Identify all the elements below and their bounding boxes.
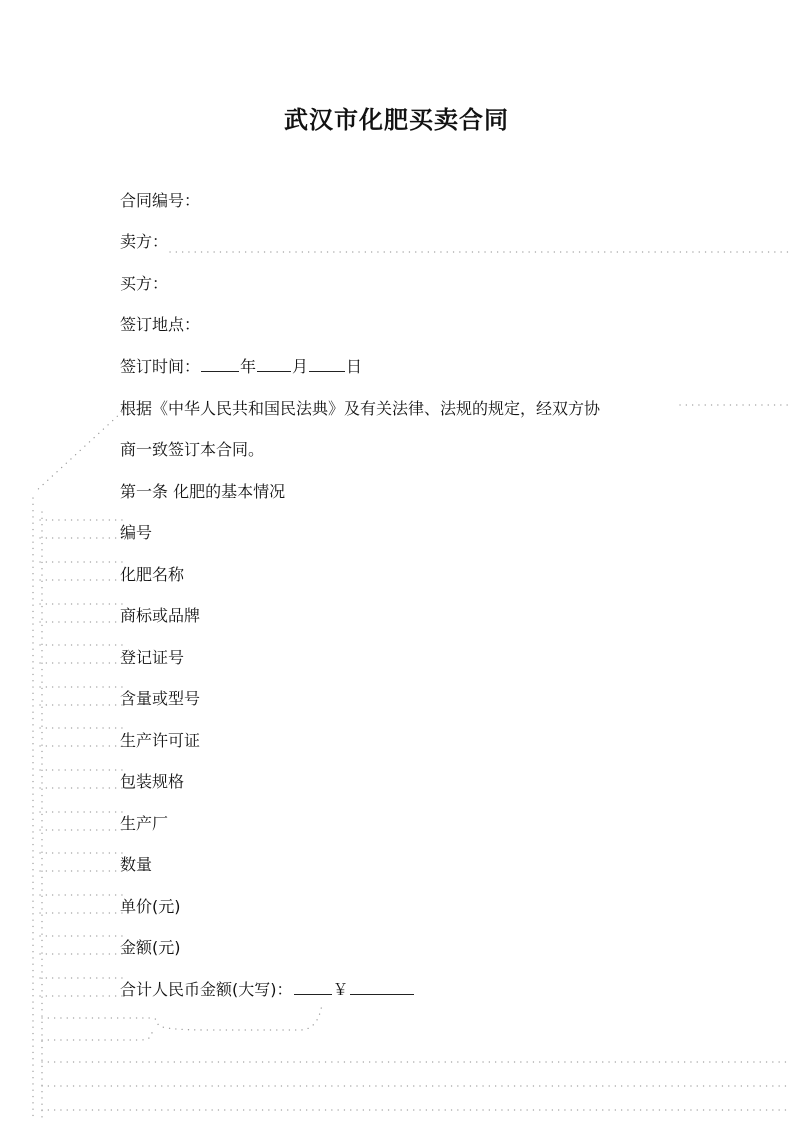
seller-field <box>120 231 168 253</box>
guide-total-curve <box>42 1004 322 1030</box>
contract-number-label: 合同编号： <box>120 191 201 210</box>
list-item: 数量 <box>120 855 153 874</box>
total-amount-label: 合计人民币金额(大写)： <box>120 980 293 999</box>
buyer-label: 买方： <box>120 274 169 293</box>
total-uppercase-blank[interactable] <box>294 979 332 995</box>
guide-diagonal <box>35 412 122 492</box>
list-item: 金额(元) <box>120 938 181 957</box>
buyer-field <box>120 273 168 295</box>
seller-label: 卖方： <box>120 232 169 251</box>
year-label: 年 <box>240 357 257 376</box>
document-title: 武汉市化肥买卖合同 <box>284 106 509 134</box>
day-blank[interactable] <box>309 356 345 372</box>
list-item: 生产厂 <box>120 814 169 833</box>
list-item: 化肥名称 <box>120 565 185 584</box>
list-item: 包装规格 <box>120 772 185 791</box>
day-label: 日 <box>346 357 363 376</box>
sign-time-field <box>120 356 362 378</box>
total-amount-field <box>120 979 415 1001</box>
month-blank[interactable] <box>257 356 291 372</box>
contract-number-field <box>120 190 200 212</box>
sign-time-label: 签订时间： <box>120 357 201 376</box>
list-item: 生产许可证 <box>120 731 201 750</box>
article-1-heading: 第一条 化肥的基本情况 <box>120 482 286 501</box>
list-item: 商标或品牌 <box>120 606 201 625</box>
basis-paragraph-line-2: 商一致签订本合同。 <box>120 440 265 459</box>
list-item: 单价(元) <box>120 897 181 916</box>
list-item: 含量或型号 <box>120 689 201 708</box>
currency-symbol: ￥ <box>332 980 349 999</box>
year-blank[interactable] <box>201 356 239 372</box>
list-item: 编号 <box>120 523 153 542</box>
month-label: 月 <box>292 357 309 376</box>
list-item: 登记证号 <box>120 648 185 667</box>
total-numeric-blank[interactable] <box>350 979 414 995</box>
sign-place-label: 签订地点： <box>120 315 201 334</box>
basis-paragraph-line-1: 根据《中华人民共和国民法典》及有关法律、法规的规定，经双方协 <box>120 399 601 418</box>
sign-place-field <box>120 314 200 336</box>
guide-bottom-curve <box>42 1032 152 1040</box>
